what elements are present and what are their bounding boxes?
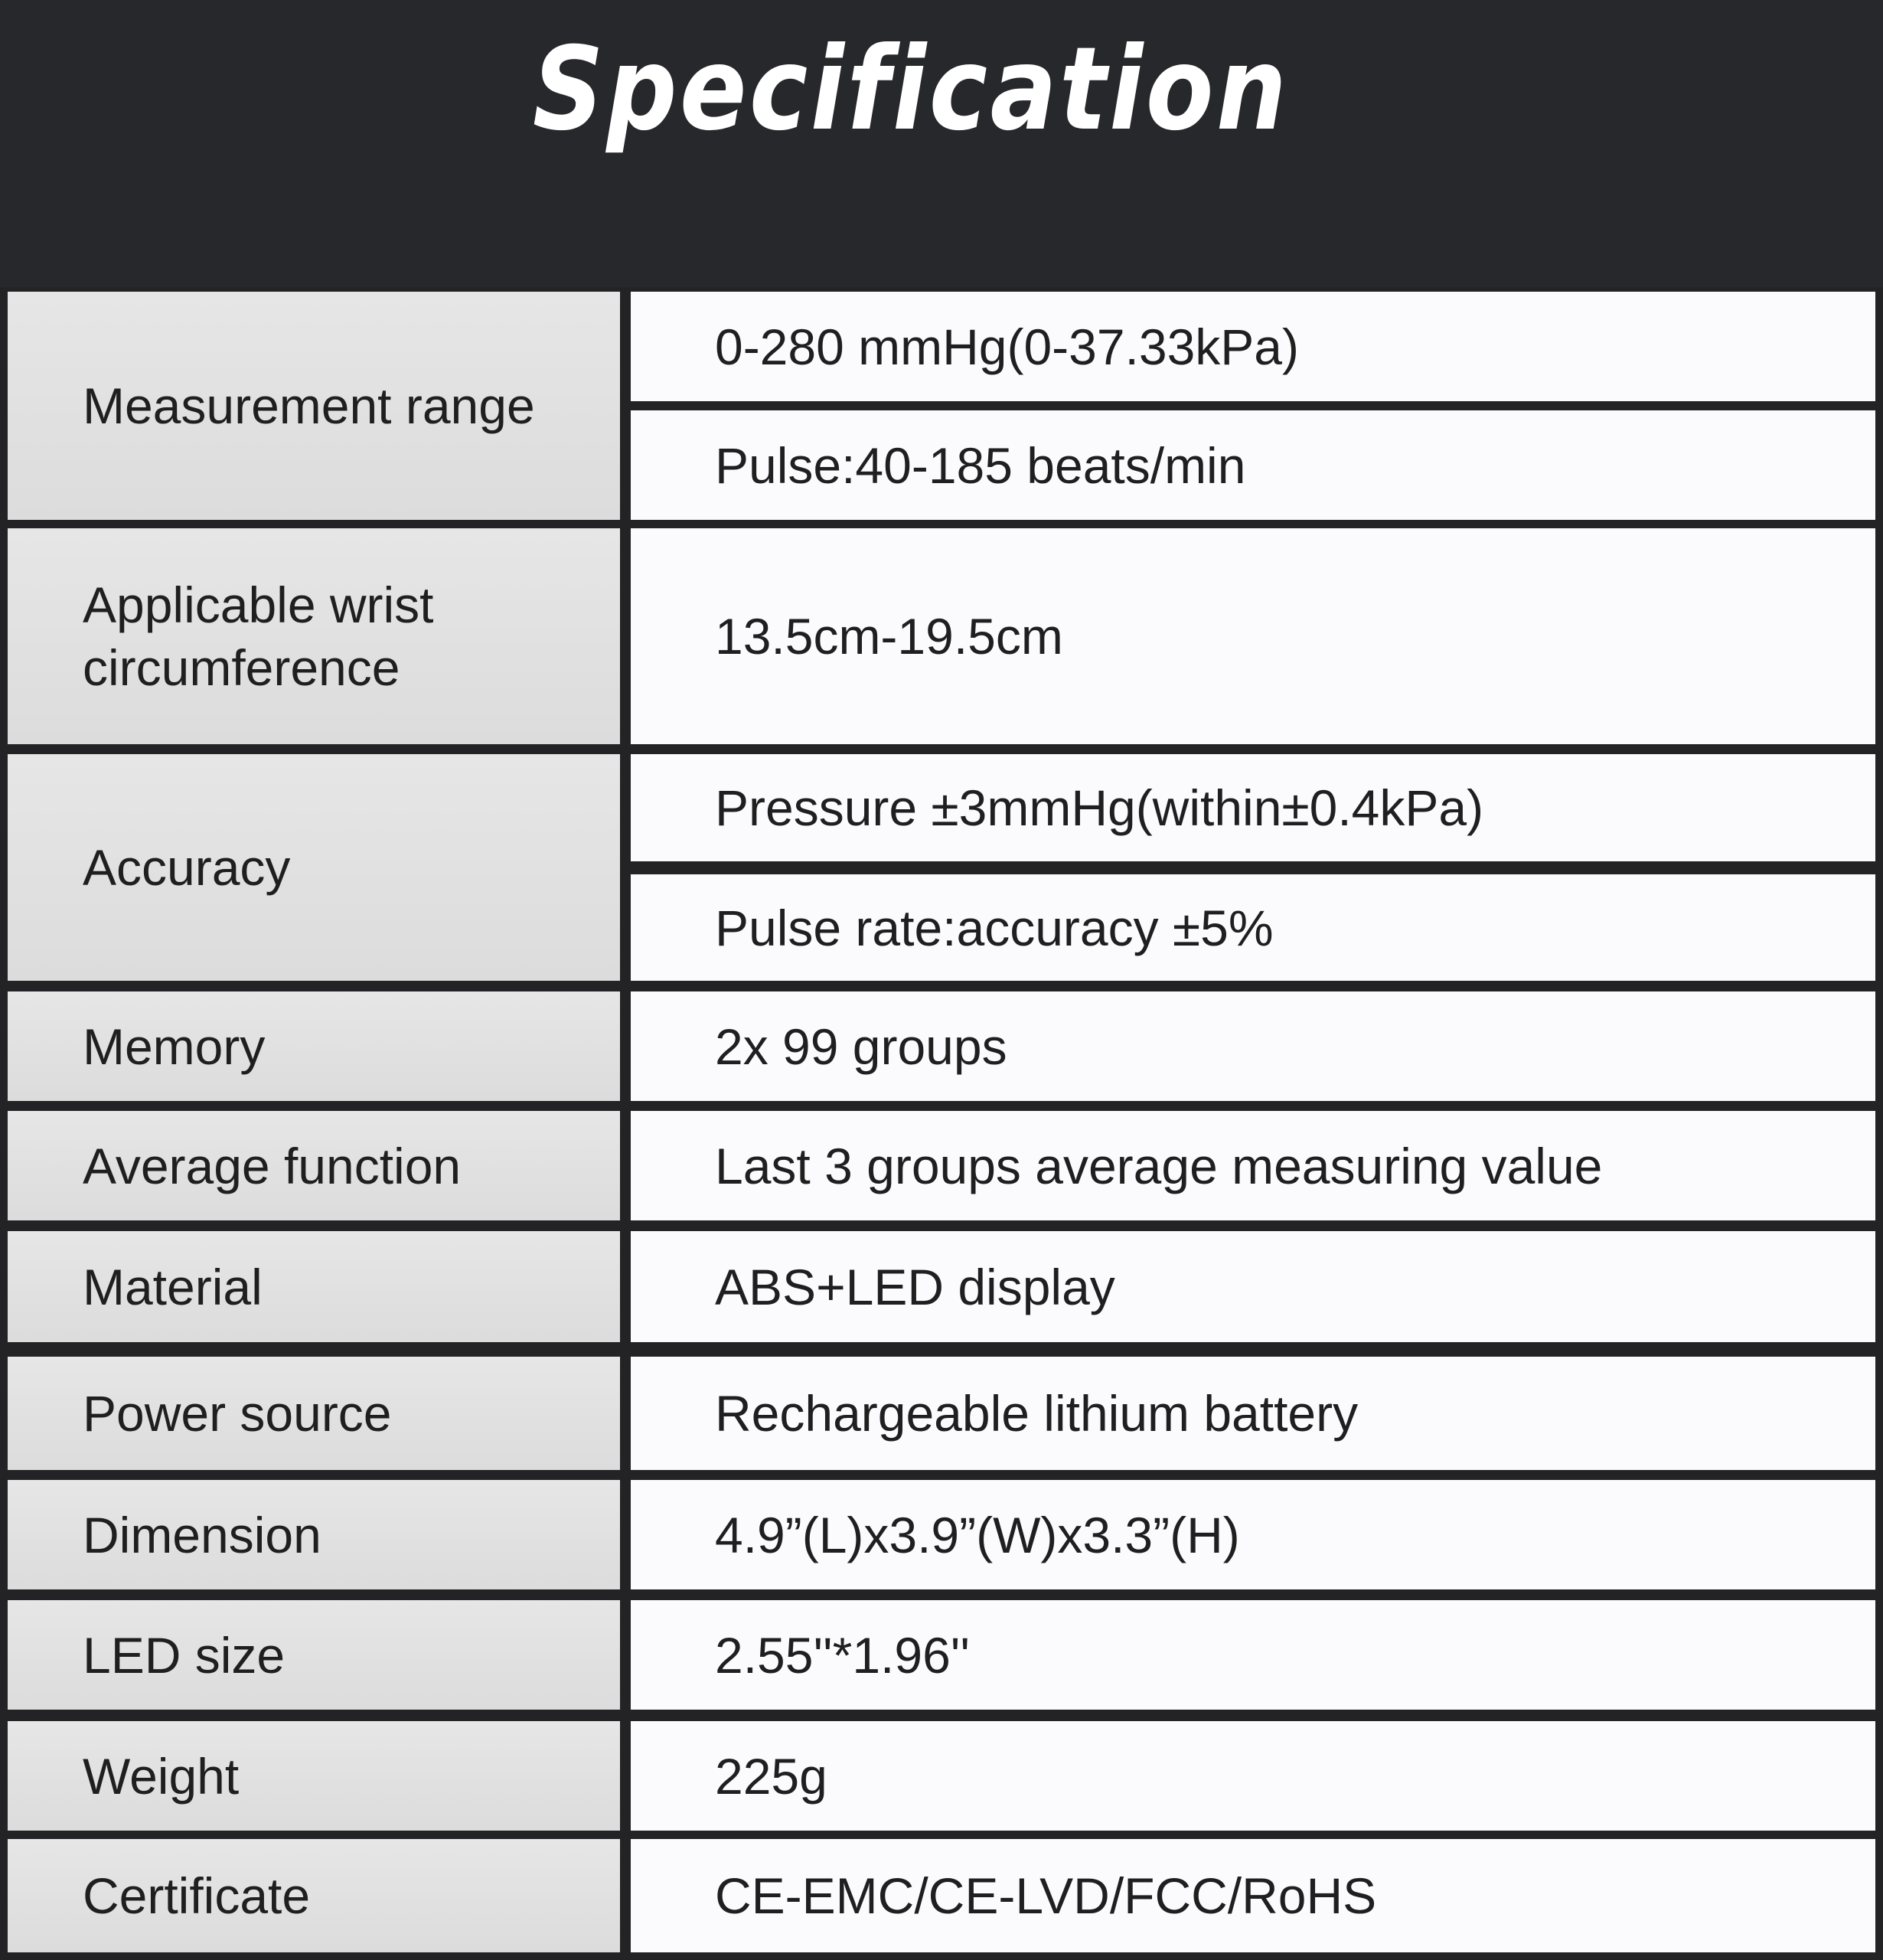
spec-value-dimension: 4.9”(L)x3.9”(W)x3.3”(H) [631,1480,1875,1589]
spec-label-accuracy: Accuracy [8,754,620,981]
spec-label-led-size: LED size [8,1600,620,1710]
spec-value-led-size: 2.55''*1.96'' [631,1600,1875,1710]
spec-label-material: Material [8,1231,620,1342]
spec-label-dimension: Dimension [8,1480,620,1589]
spec-label-memory: Memory [8,991,620,1101]
spec-value-certificate: CE-EMC/CE-LVD/FCC/RoHS [631,1839,1875,1952]
spec-value-weight: 225g [631,1721,1875,1831]
spec-value-material: ABS+LED display [631,1231,1875,1342]
spec-value-average-function: Last 3 groups average measuring value [631,1111,1875,1220]
spec-label-certificate: Certificate [8,1839,620,1952]
spec-value-pulse-accuracy: Pulse rate:accuracy ±5% [631,874,1875,981]
spec-label-measurement-range: Measurement range [8,292,620,520]
spec-value-wrist-circumference: 13.5cm-19.5cm [631,528,1875,744]
spec-value-pressure-accuracy: Pressure ±3mmHg(within±0.4kPa) [631,754,1875,861]
spec-value-pressure-range: 0-280 mmHg(0-37.33kPa) [631,292,1875,401]
spec-label-average-function: Average function [8,1111,620,1220]
spec-label-power-source: Power source [8,1357,620,1470]
spec-label-weight: Weight [8,1721,620,1831]
spec-value-pulse-range: Pulse:40-185 beats/min [631,410,1875,520]
spec-value-memory: 2x 99 groups [631,991,1875,1101]
page-title: Specification [532,23,1290,156]
spec-value-power-source: Rechargeable lithium battery [631,1357,1875,1470]
spec-label-wrist-circumference: Applicable wrist circumference [8,528,620,744]
